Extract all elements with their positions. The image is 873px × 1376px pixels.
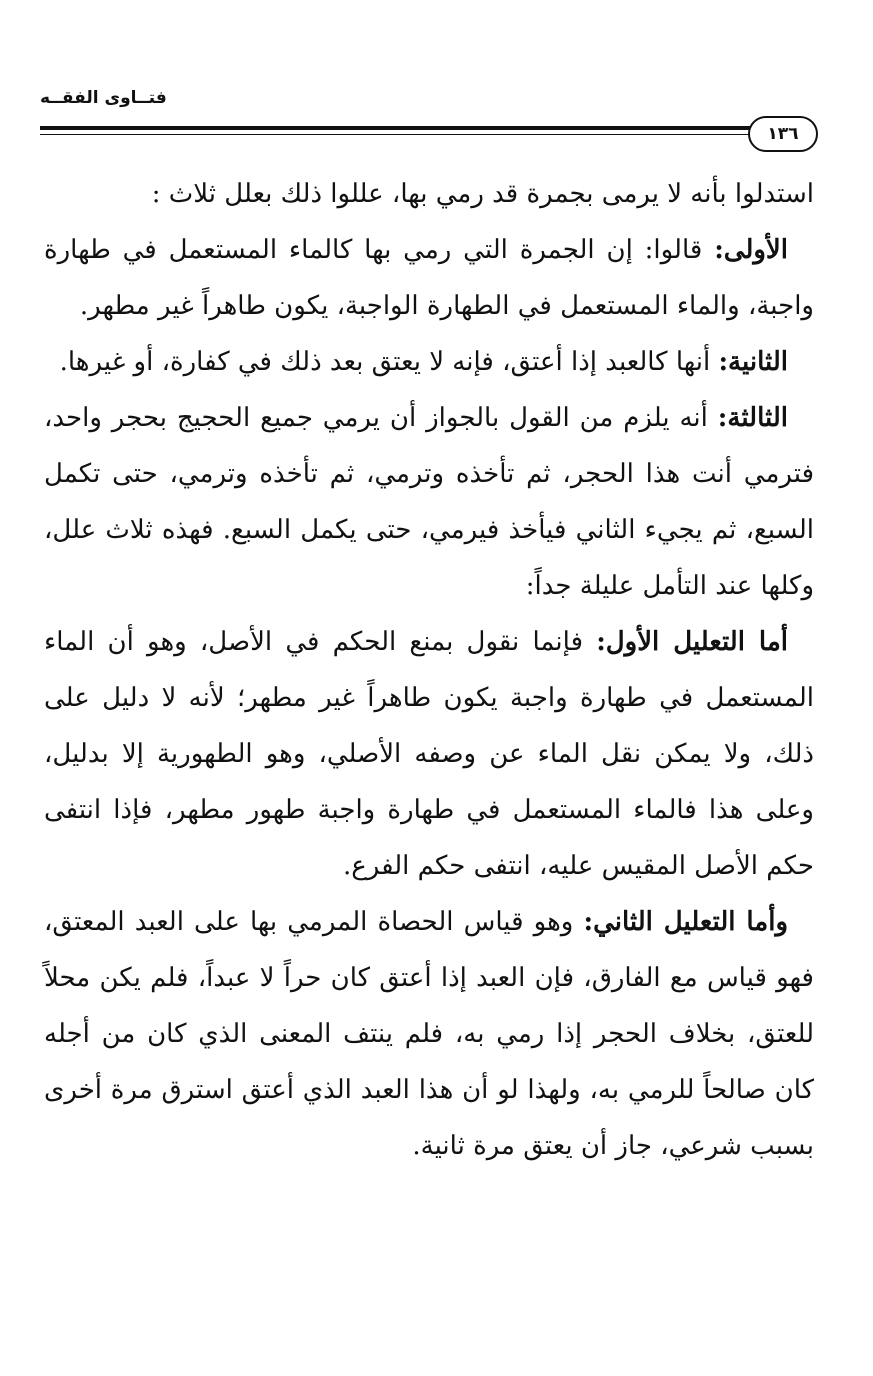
running-header-title: فتــاوى الفقــه	[40, 88, 167, 108]
page-number: ١٣٦	[767, 124, 799, 144]
header-rule-thick	[40, 126, 750, 130]
paragraph-second-reason-lead: الثانية:	[718, 347, 788, 377]
paragraph-intro	[44, 166, 814, 222]
paragraph-first-rebuttal-lead: أما التعليل الأول:	[596, 627, 788, 657]
page-number-badge	[748, 116, 818, 152]
paragraph-first-reason-text: قالوا: إن الجمرة التي رمي بها كالماء المستعمل في طهارة واجبة، والماء المستعمل في الطهارة الواجبة، يكون طاهراً غير مطهر.	[44, 235, 814, 321]
paragraph-first-reason	[44, 222, 814, 334]
body-text	[44, 166, 814, 1174]
paragraph-second-rebuttal-lead: وأما التعليل الثاني:	[583, 907, 788, 937]
paragraph-second-reason-text: أنها كالعبد إذا أعتق، فإنه لا يعتق بعد ذلك في كفارة، أو غيرها.	[59, 347, 719, 377]
paragraph-second-rebuttal	[44, 894, 814, 1174]
header-rule-thin	[40, 134, 750, 135]
paragraph-first-reason-lead: الأولى:	[714, 235, 788, 265]
paragraph-third-reason	[44, 390, 814, 614]
paragraph-first-rebuttal	[44, 614, 814, 894]
paragraph-first-rebuttal-text: فإنما نقول بمنع الحكم في الأصل، وهو أن الماء المستعمل في طهارة واجبة يكون طاهراً غير مطهر؛ لأنه لا دليل على ذلك، ولا يمكن نقل الماء عن وصفه الأصلي، وهو الطهورية إلا بدليل، وعلى هذا فالماء المستعمل في طهارة واجبة طهور مطهر، فإذا انتفى حكم الأصل المقيس عليه، انتفى حكم الفرع.	[44, 627, 814, 881]
paragraph-third-reason-lead: الثالثة:	[717, 403, 788, 433]
paragraph-second-rebuttal-text: وهو قياس الحصاة المرمي بها على العبد المعتق، فهو قياس مع الفارق، فإن العبد إذا أعتق كان حراً لا عبداً، فلم يكن محلاً للعتق، بخلاف الحجر إذا رمي به، فلم ينتف المعنى الذي كان من أجله كان صالحاً للرمي به، ولهذا لو أن هذا العبد الذي أعتق استرق مرة أخرى بسبب شرعي، جاز أن يعتق مرة ثانية.	[44, 907, 815, 1161]
paragraph-third-reason-text: أنه يلزم من القول بالجواز أن يرمي جميع الحجيج بحجر واحد، فترمي أنت هذا الحجر، ثم تأخذه وترمي، ثم تأخذه وترمي، حتى تكمل السبع، ثم يجيء الثاني فيأخذ فيرمي، حتى يكمل السبع. فهذه ثلاث علل، وكلها عند التأمل عليلة جداً:	[44, 403, 814, 601]
paragraph-intro-text: استدلوا بأنه لا يرمى بجمرة قد رمي بها، عللوا ذلك بعلل ثلاث :	[151, 179, 814, 209]
paragraph-second-reason	[44, 334, 814, 390]
